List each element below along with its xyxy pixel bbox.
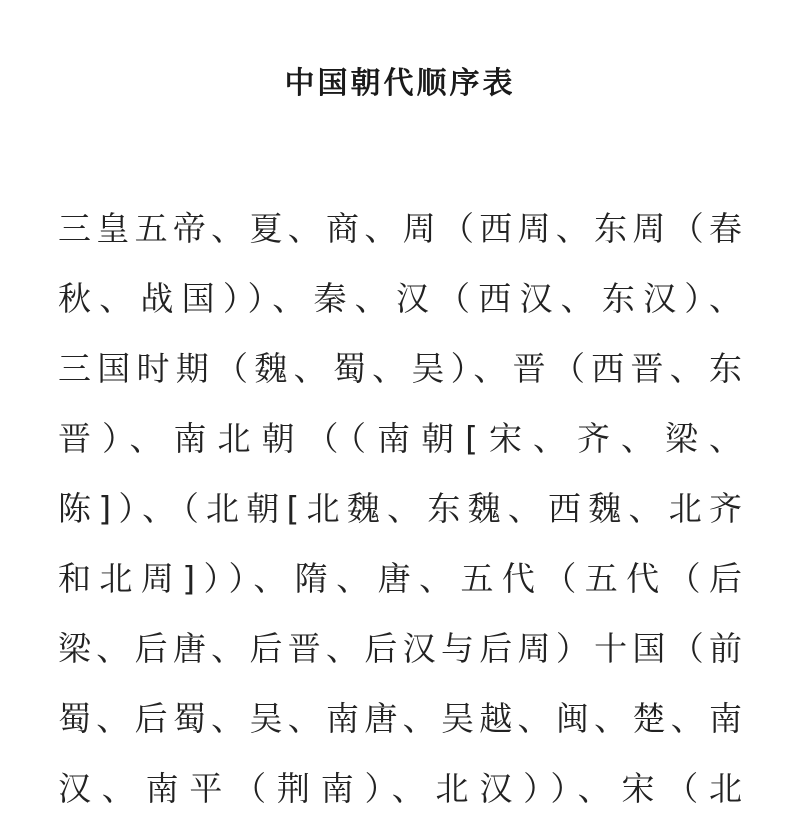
text-line: 梁、后唐、后晋、后汉与后周）十国（前 (58, 629, 742, 668)
text-line: 蜀、后蜀、吴、南唐、吴越、闽、楚、南 (58, 699, 742, 738)
dynasty-sequence-text (58, 194, 742, 824)
text-line: 和北周]））、隋、唐、五代（五代（后 (58, 559, 742, 598)
text-line: 三皇五帝、夏、商、周（西周、东周（春 (58, 209, 742, 248)
page-title: 中国朝代顺序表 (284, 66, 516, 101)
text-line: 三国时期（魏、蜀、吴）、晋（西晋、东 (58, 349, 742, 388)
text-line: 秋、战国））、秦、汉（西汉、东汉）、 (58, 279, 742, 318)
text-line: 陈]）、（北朝[北魏、东魏、西魏、北齐 (58, 489, 742, 528)
text-line: 晋）、南北朝（（南朝[宋、齐、梁、 (58, 419, 742, 458)
text-line: 汉、南平（荆南）、北汉））、宋（北 (58, 769, 742, 808)
